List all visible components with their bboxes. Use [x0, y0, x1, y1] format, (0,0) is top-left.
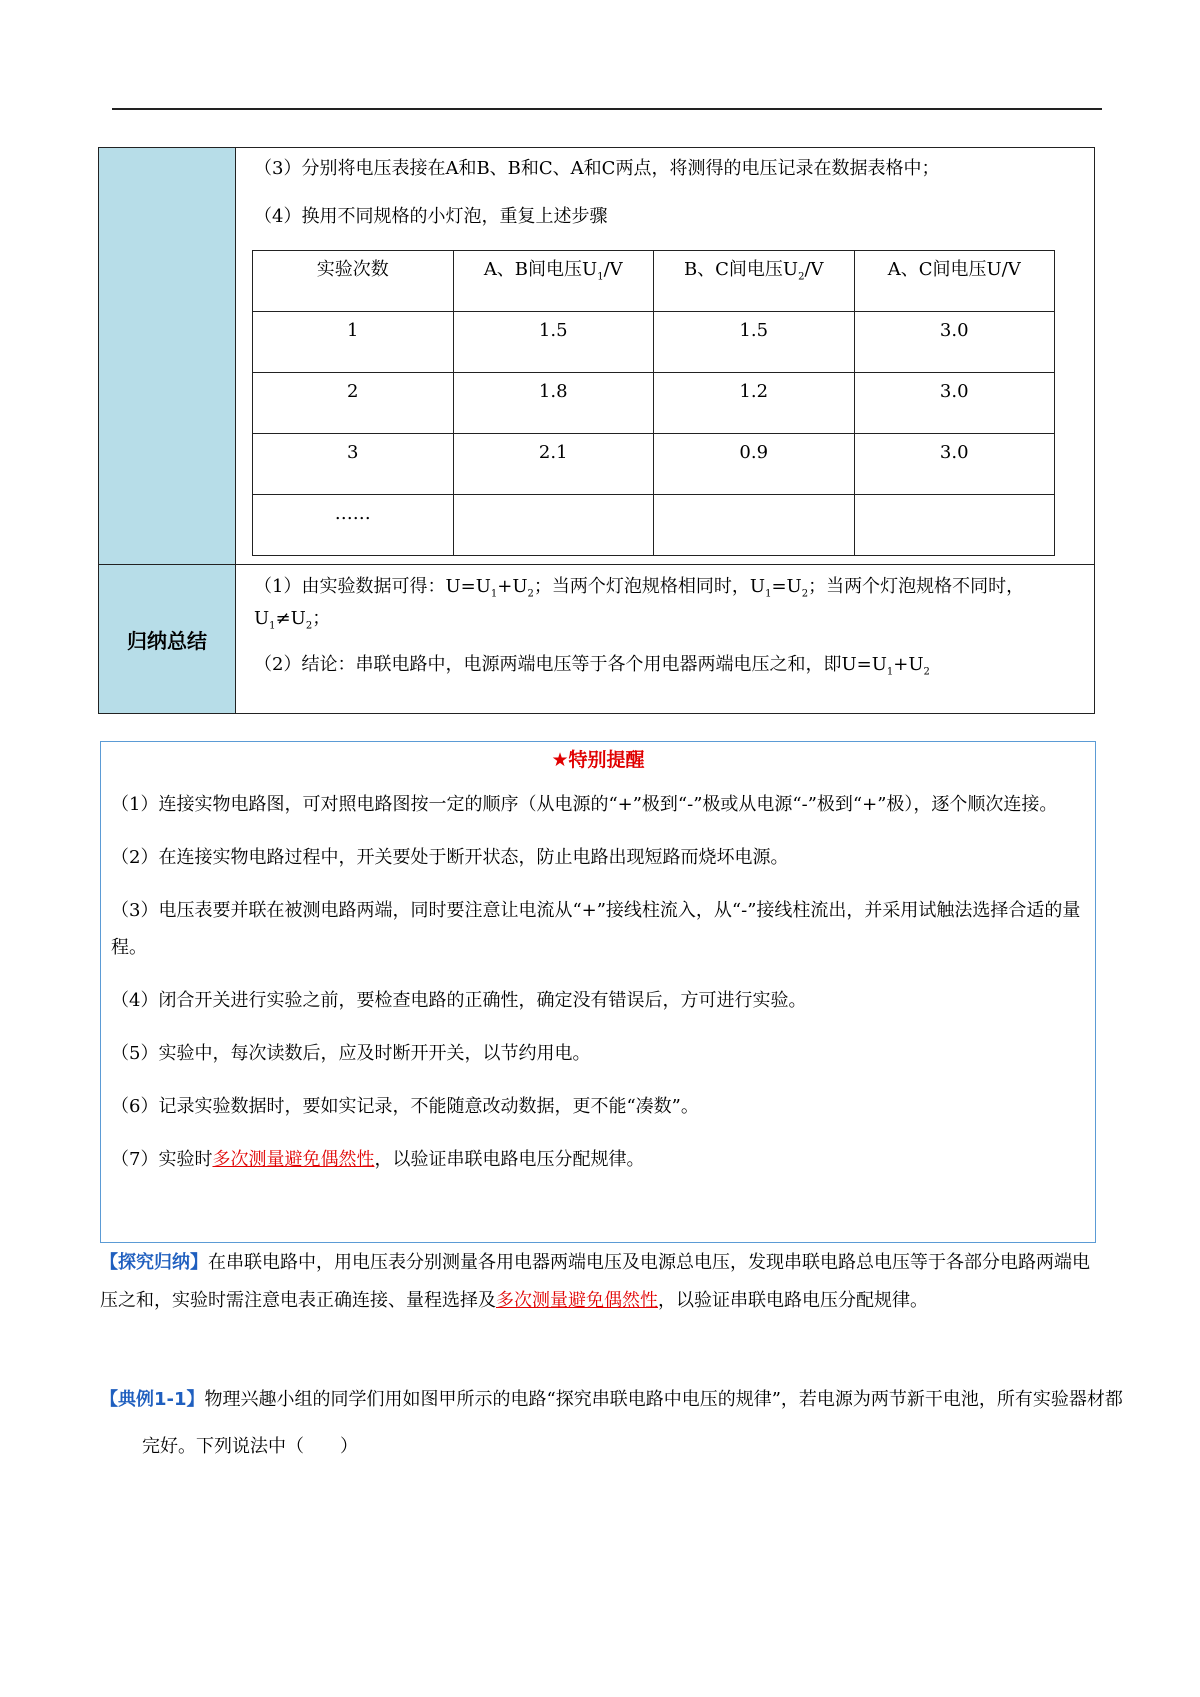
experiment-table — [98, 147, 1095, 714]
example-tag: 【典例1-1】 — [100, 1389, 205, 1410]
table-cell: 1 — [253, 312, 454, 373]
table-cell: 3.0 — [854, 434, 1055, 495]
reminder-item: （2）在连接实物电路过程中，开关要处于断开状态，防止电路出现短路而烧坏电源。 — [111, 847, 789, 868]
row-label-empty — [99, 148, 236, 565]
reminder-item: （1）连接实物电路图，可对照电路图按一定的顺序（从电源的“+”极到“-”极或从电源“-”极到“+”极），逐个顺次连接。 — [111, 794, 1058, 815]
header-rule — [112, 108, 1102, 110]
summary-label: 归纳总结 — [99, 565, 236, 714]
summary-line-1: （1）由实验数据可得：$U=U_1+U_2$；当两个灯泡规格相同时，$U_1=U_2$；当两个灯泡规格不同时，$U_1\ne U_2$； — [254, 576, 1025, 632]
table-cell — [854, 495, 1055, 556]
special-reminder-box — [100, 741, 1096, 1243]
highlight-text: 多次测量避免偶然性 — [212, 1149, 375, 1170]
summary-line-2: （2）结论：串联电路中，电源两端电压等于各个用电器两端电压之和，即$U=U_1+U_2$ — [254, 654, 930, 678]
highlight-text: 多次测量避免偶然性 — [496, 1290, 658, 1311]
reminder-title: ★特别提醒 — [551, 749, 645, 771]
table-cell: 3 — [253, 434, 454, 495]
col-header: 实验次数 — [253, 251, 454, 312]
procedure-cell — [236, 148, 1095, 565]
table-cell: 1.5 — [654, 312, 855, 373]
table-cell: 0.9 — [654, 434, 855, 495]
table-row — [253, 495, 1055, 556]
table-row — [253, 434, 1055, 495]
reminder-item: （3）电压表要并联在被测电路两端，同时要注意让电流从“+”接线柱流入，从“-”接线柱流出，并采用试触法选择合适的量程。 — [111, 900, 1081, 958]
summary-cell — [236, 565, 1095, 714]
example-paragraph: 【典例1-1】物理兴趣小组的同学们用如图甲所示的电路“探究串联电路中电压的规律”，若电源为两节新干电池，所有实验器材都完好。下列说法中（ ） — [100, 1389, 1123, 1457]
table-cell: 2 — [253, 373, 454, 434]
conclusion-tag: 【探究归纳】 — [100, 1252, 208, 1273]
reminder-item: （6）记录实验数据时，要如实记录，不能随意改动数据，更不能“凑数”。 — [111, 1096, 699, 1117]
table-cell: 1.5 — [453, 312, 654, 373]
reminder-item: （7）实验时多次测量避免偶然性，以验证串联电路电压分配规律。 — [111, 1149, 645, 1170]
reminder-item: （4）闭合开关进行实验之前，要检查电路的正确性，确定没有错误后，方可进行实验。 — [111, 990, 807, 1011]
reminder-item: （5）实验中，每次读数后，应及时断开开关，以节约用电。 — [111, 1043, 591, 1064]
conclusion-paragraph: 【探究归纳】在串联电路中，用电压表分别测量各用电器两端电压及电源总电压，发现串联电路总电压等于各部分电路两端电压之和，实验时需注意电表正确连接、量程选择及多次测量避免偶然性，以验证串联电路电压分配规律。 — [100, 1252, 1090, 1311]
table-cell: 1.8 — [453, 373, 654, 434]
table-cell: 1.2 — [654, 373, 855, 434]
table-row — [253, 312, 1055, 373]
step-4: （4）换用不同规格的小灯泡，重复上述步骤 — [254, 206, 608, 227]
table-cell: …… — [253, 495, 454, 556]
col-header: A、C间电压U/V — [854, 251, 1055, 312]
step-3: （3）分别将电压表接在A和B、B和C、A和C两点，将测得的电压记录在数据表格中； — [254, 158, 940, 179]
col-header: A、B间电压$U_1/V$ — [453, 251, 654, 312]
table-row — [253, 373, 1055, 434]
table-cell — [654, 495, 855, 556]
table-cell: 2.1 — [453, 434, 654, 495]
data-header-row — [253, 251, 1055, 312]
table-cell: 3.0 — [854, 373, 1055, 434]
col-header: B、C间电压$U_2/V$ — [654, 251, 855, 312]
table-cell: 3.0 — [854, 312, 1055, 373]
table-cell — [453, 495, 654, 556]
data-table — [252, 250, 1055, 556]
